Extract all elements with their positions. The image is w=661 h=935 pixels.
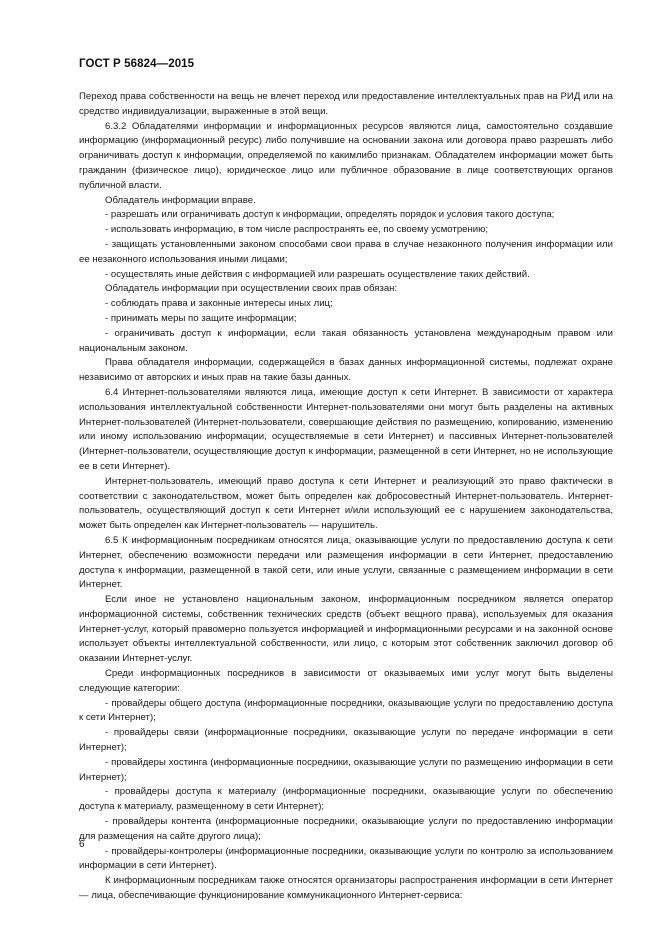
paragraph: 6.4 Интернет-пользователями являются лица, имеющие доступ к сети Интернет. В зависимости от характера использования интеллектуальной собственности Интернет-пользователями они могут быть разделены на активных Интернет-пользователей (Интернет-пользователи, совершающие действия по размещению, копированию, изменению или иному использованию информации, осуществляемые в сети Интернет) и пассивных Интернет-пользователей (Интернет-пользователи, осуществляющие доступ к информации, размещенной в сети Интернет, но не использующие ее в сети Интернет). (79, 386, 613, 472)
document-header: ГОСТ Р 56824—2015 (79, 58, 195, 70)
paragraph: Если иное не установлено национальным законом, информационным посредником является оператор информационной системы, собственник технических средств (объект вещного права), используемых для оказания Интернет-услуг, который правомерно пользуется информацией и информационными ресурсами и на законной основе использует объекты интеллектуальной собственности, или лицо, с которым этот собственник заключил договор об оказании Интернет-услуг. (79, 594, 613, 665)
paragraph: Обладатель информации при осуществлении своих прав обязан: (105, 283, 398, 295)
paragraph: - защищать установленными законом способами свои права в случае незаконного получения информации или ее незаконного использования иными лицами; (79, 238, 613, 265)
paragraph: - провайдеры доступа к материалу (информационные посредники, оказывающие услуги по обеспечению доступа к материалу, размещенному в сети Интернет); (79, 786, 613, 813)
paragraph: - провайдеры общего доступа (информационные посредники, оказывающие услуги по предоставлению доступа к сети Интернет); (79, 697, 613, 724)
paragraph: К информационным посредникам также относятся организаторы распространения информации в сети Интернет — лица, обеспечивающие функционирование коммуникационного Интернет-сервиса: (79, 875, 613, 902)
paragraph: - провайдеры-контролеры (информационные посредники, оказывающие услуги по контролю за использованием информации в сети Интернет). (79, 845, 613, 872)
paragraph: - принимать меры по защите информации; (105, 312, 297, 324)
paragraph: Права обладателя информации, содержащейся в базах данных информационной системы, подлежат охране независимо от авторских и иных прав на такие базы данных. (79, 357, 613, 384)
paragraph: - провайдеры хостинга (информационные посредники, оказывающие услуги по размещению информации в сети Интернет); (79, 756, 613, 783)
paragraph: Среди информационных посредников в зависимости от оказываемых ими услуг могут быть выделены следующие категории: (79, 668, 613, 694)
paragraph: - разрешать или ограничивать доступ к информации, определять порядок и условия такого доступа; (105, 209, 555, 221)
paragraph: 6.3.2 Обладателями информации и информационных ресурсов являются лица, самостоятельно создавшие информацию (информационный ресурс) либо получившие на основании закона или договора право разрешать либо ограничивать доступ к информации, определяемой по какимлибо признакам. Обладателем информации может быть гражданин (физическое лицо), юридическое лицо или публичное образование в лице соответствующих органов публичной власти. (79, 120, 613, 191)
document-body (79, 90, 613, 904)
paragraph: Переход права собственности на вещь не влечет переход или предоставление интеллектуальных прав на РИД или на средство индивидуализации, выраженные в этой вещи. (79, 91, 613, 117)
paragraph: Обладатель информации вправе. (105, 194, 256, 206)
paragraph: - ограничивать доступ к информации, если такая обязанность установлена международным правом или национальным законом. (79, 327, 613, 354)
paragraph: 6.5 К информационным посредникам относятся лица, оказывающие услуги по предоставлению доступа к сети Интернет, обеспечению возможности передачи или размещения информации в сети Интернет, предоставлению доступа к информации, размещенной в такой сети, или иные услуги, связанные с размещением информации в сети Интернет. (79, 534, 613, 591)
paragraph: - соблюдать права и законные интересы иных лиц; (105, 298, 333, 310)
paragraph: - провайдеры контента (информационные посредники, оказывающие услуги по предоставлению информации для размещения на сайте другого лица); (79, 816, 613, 842)
paragraph: Интернет-пользователь, имеющий право доступа к сети Интернет и реализующий это право фактически в соответствии с законодательством, может быть определен как добросовестный Интернет-пользователь. Интернет-пользователь, осуществляющий доступ к сети Интернет и/или использующий ее с нарушением законодательства, может быть определен как Интернет-пользователь — нарушитель. (79, 475, 613, 532)
paragraph: - осуществлять иные действия с информацией или разрешать осуществление таких действий. (105, 268, 530, 280)
paragraph: - провайдеры связи (информационные посредники, оказывающие услуги по передаче информации в сети Интернет); (79, 727, 613, 754)
paragraph: - использовать информацию, в том числе распространять ее, по своему усмотрению; (105, 224, 489, 236)
page-number: 6 (79, 839, 85, 850)
